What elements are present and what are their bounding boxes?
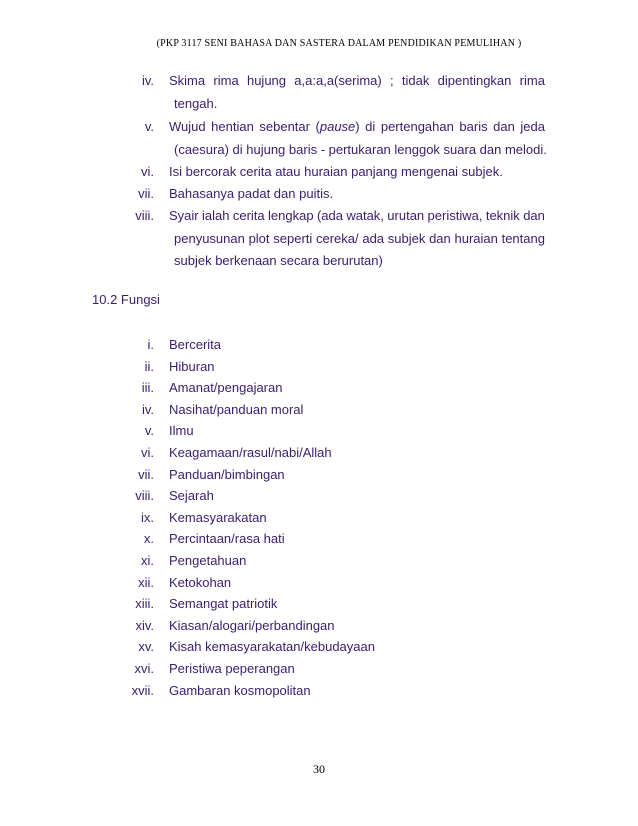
list-number: v. bbox=[144, 119, 154, 134]
list-number: vii. bbox=[138, 466, 154, 482]
list-number: v. bbox=[144, 423, 154, 439]
list-item bbox=[0, 596, 638, 616]
list-number: viii. bbox=[135, 488, 154, 504]
list-text: Gambaran kosmopolitan bbox=[169, 682, 311, 698]
list-text: Percintaan/rasa hati bbox=[169, 531, 285, 547]
list-text: Pengetahuan bbox=[169, 553, 247, 568]
list-number: iv. bbox=[141, 401, 154, 417]
list-number: ix. bbox=[141, 509, 154, 525]
list-number: xvi. bbox=[134, 661, 154, 676]
page-number: 30 bbox=[313, 762, 325, 776]
list-text: tengah. bbox=[174, 96, 218, 111]
list-item bbox=[0, 531, 638, 551]
list-item bbox=[0, 359, 638, 379]
list-item bbox=[0, 402, 638, 422]
list-item bbox=[0, 575, 638, 595]
list-item bbox=[0, 380, 638, 400]
list-item bbox=[0, 510, 638, 530]
list-text: Kisah kemasyarakatan/kebudayaan bbox=[169, 639, 375, 655]
list-text: subjek berkenaan secara berurutan) bbox=[174, 253, 383, 268]
list-text: Panduan/bimbingan bbox=[169, 466, 285, 482]
list-text: Sejarah bbox=[169, 488, 214, 504]
italic-term: pause bbox=[319, 119, 356, 134]
list-number: xv. bbox=[138, 639, 154, 655]
list-number: vi. bbox=[141, 445, 154, 460]
list-item-continuation bbox=[0, 231, 638, 251]
list-number: xi. bbox=[141, 553, 154, 568]
list-item bbox=[0, 208, 638, 228]
list-number: ii. bbox=[144, 358, 154, 374]
list-text-justified: penyusunan plot seperti cereka/ ada subjek dan huraian tentang bbox=[174, 231, 545, 246]
list-item bbox=[0, 445, 638, 465]
list-text: Semangat patriotik bbox=[169, 596, 278, 612]
list-number: vii. bbox=[138, 186, 154, 201]
list-number: vi. bbox=[141, 164, 154, 179]
list-number: xiv. bbox=[135, 617, 154, 633]
list-number: iv. bbox=[141, 73, 154, 88]
list-text: Hiburan bbox=[169, 358, 215, 374]
list-text: Kemasyarakatan bbox=[169, 509, 267, 525]
list-number: viii. bbox=[135, 208, 154, 223]
list-text: Bahasanya padat dan puitis. bbox=[169, 186, 334, 201]
list-item-continuation bbox=[0, 96, 638, 116]
list-text: Kiasan/alogari/perbandingan bbox=[169, 617, 335, 633]
list-number: xvii. bbox=[131, 682, 154, 698]
list-item bbox=[0, 639, 638, 659]
list-text-justified: Syair ialah cerita lengkap (ada watak, urutan peristiwa, teknik dan bbox=[169, 208, 545, 223]
list-item bbox=[0, 618, 638, 638]
list-item bbox=[0, 337, 638, 357]
list-item-continuation bbox=[0, 253, 638, 273]
list-item-continuation bbox=[0, 142, 638, 162]
list-text: Bercerita bbox=[169, 337, 222, 352]
list-text-justified: Skima rima hujung a,a:a,a(serima) ; tidak dipentingkan rima bbox=[169, 73, 545, 88]
list-item bbox=[0, 73, 638, 93]
list-text: Keagamaan/rasul/nabi/Allah bbox=[169, 445, 332, 460]
list-item bbox=[0, 423, 638, 443]
list-item bbox=[0, 661, 638, 681]
list-item bbox=[0, 119, 638, 139]
list-number: i. bbox=[147, 337, 154, 352]
list-number: xiii. bbox=[135, 596, 154, 612]
list-text: Isi bercorak cerita atau huraian panjang mengenai subjek. bbox=[169, 164, 503, 179]
list-number: xii. bbox=[138, 574, 154, 590]
list-item bbox=[0, 488, 638, 508]
list-text: Ketokohan bbox=[169, 574, 232, 590]
list-text: Ilmu bbox=[169, 423, 194, 439]
list-number: iii. bbox=[141, 380, 154, 396]
list-item bbox=[0, 683, 638, 703]
list-item bbox=[0, 553, 638, 573]
list-item bbox=[0, 164, 638, 184]
list-item bbox=[0, 467, 638, 487]
section-title: 10.2 Fungsi bbox=[92, 292, 160, 307]
list-text: Peristiwa peperangan bbox=[169, 661, 295, 676]
running-header: (PKP 3117 SENI BAHASA DAN SASTERA DALAM PENDIDIKAN PEMULIHAN ) bbox=[156, 38, 522, 49]
list-text: Amanat/pengajaran bbox=[169, 380, 283, 396]
list-text: Nasihat/panduan moral bbox=[169, 401, 304, 417]
list-text: (caesura) di hujung baris - pertukaran lenggok suara dan melodi. bbox=[174, 142, 547, 157]
list-number: x. bbox=[143, 531, 154, 547]
list-item bbox=[0, 186, 638, 206]
list-text-justified: Wujud hentian sebentar (pause) di pertengahan baris dan jeda bbox=[169, 119, 545, 134]
